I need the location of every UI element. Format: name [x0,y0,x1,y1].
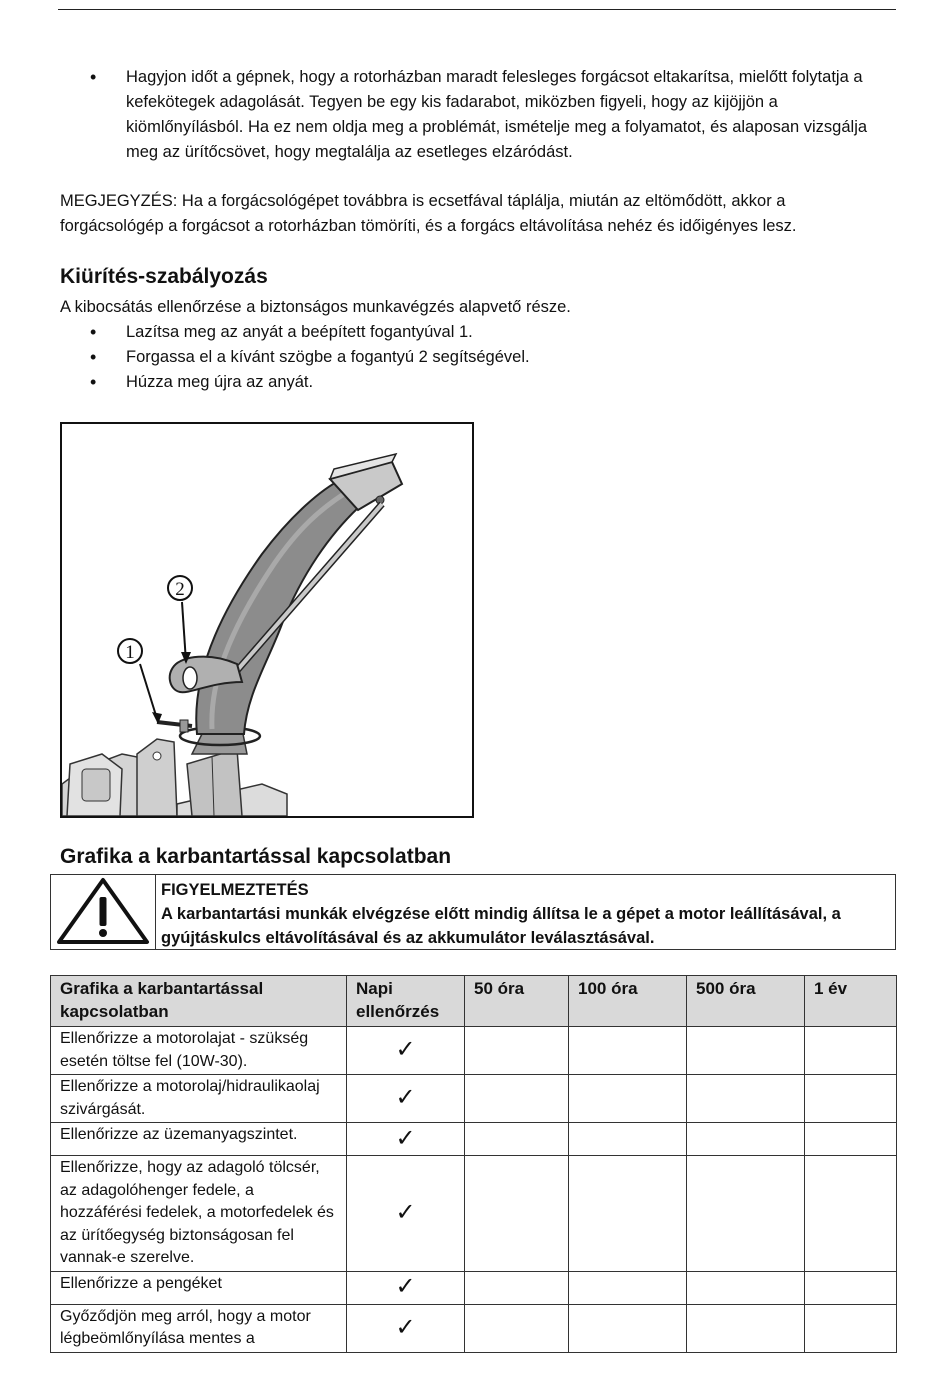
warning-title: FIGYELMEZTETÉS [161,881,309,899]
task-cell: Ellenőrizze a motorolaj/hidraulikaolaj szivárgását. [51,1075,347,1123]
warning-triangle-icon [51,875,155,949]
header-rule [58,9,896,10]
table-row [51,1027,897,1075]
intro-bullet: • Hagyjon időt a gépnek, hogy a rotorházban maradt felesleges forgácsot eltakarítsa, mielőtt folytatja a kefekötegek adagolását. Tegyen be egy kis fadarabot, miközben figyeli, hogy az kijöjjön a kiömlőnyílásból. Ha ez nem oldja meg a problémát, ismételje meg a folyamatot, és alaposan vizsgálja meg az ürítőcsövet, hogy megtalálja az esetleges elzáródást. [60,65,890,165]
table-row [51,1271,897,1304]
header-daily: Napi ellenőrzés [347,976,465,1027]
note-paragraph: MEGJEGYZÉS: Ha a forgácsológépet továbbra is ecsetfával táplálja, miután az eltömődött, akkor a forgácsológép a forgácsot a rotorházban tömöríti, és a forgács eltávolítása nehéz és időigényes lesz. [60,192,797,235]
header-task: Grafika a karbantartással kapcsolatban [51,976,347,1027]
intro-bullet-list [60,65,890,165]
callout-2-label: 2 [175,579,185,600]
header-100h: 100 óra [569,976,687,1027]
table-row [51,1075,897,1123]
steps-list [60,320,890,395]
step-item: • Húzza meg újra az anyát. [60,370,890,395]
check-mark-icon: ✓ [347,1123,465,1156]
task-cell: Győződjön meg arról, hogy a motor légbeömlőnyílása mentes a [51,1304,347,1352]
discharge-chute-figure [60,422,474,818]
task-cell: Ellenőrizze a pengéket [51,1271,347,1304]
warning-text: A karbantartási munkák elvégzése előtt mindig állítsa le a gépet a motor leállításával, a gyújtáskulcs eltávolításával és az akkumulátor leválasztásával. [161,905,841,947]
section-heading-discharge: Kiürítés-szabályozás [60,265,268,288]
check-mark-icon: ✓ [347,1027,465,1075]
header-1year: 1 év [805,976,897,1027]
table-row [51,1304,897,1352]
warning-box [50,874,896,950]
section-intro: A kibocsátás ellenőrzése a biztonságos munkavégzés alapvető része. [60,298,571,316]
table-row [51,1123,897,1156]
header-50h: 50 óra [465,976,569,1027]
task-cell: Ellenőrizze, hogy az adagoló tölcsér, az adagolóhenger fedele, a hozzáférési fedelek, a motorfedelek és az ürítőegység biztonságosan fel vannak-e szerelve. [51,1156,347,1272]
machine-body [62,739,287,816]
check-mark-icon: ✓ [347,1156,465,1272]
task-cell: Ellenőrizze a motorolajat - szükség esetén töltse fel (10W-30). [51,1027,347,1075]
header-500h: 500 óra [687,976,805,1027]
step-item: • Lazítsa meg az anyát a beépített fogantyúval 1. [60,320,890,345]
table-row [51,1156,897,1272]
chute-tube [196,479,360,734]
check-mark-icon: ✓ [347,1075,465,1123]
step-item: • Forgassa el a kívánt szögbe a fogantyú 2 segítségével. [60,345,890,370]
task-cell: Ellenőrizze az üzemanyagszintet. [51,1123,347,1156]
table-header-row [51,976,897,1027]
check-mark-icon: ✓ [347,1271,465,1304]
callout-1-label: 1 [125,642,135,663]
discharge-chute-illustration [62,424,472,816]
check-mark-icon: ✓ [347,1304,465,1352]
maintenance-table [50,975,897,1353]
section-heading-maintenance: Grafika a karbantartással kapcsolatban [60,845,452,868]
